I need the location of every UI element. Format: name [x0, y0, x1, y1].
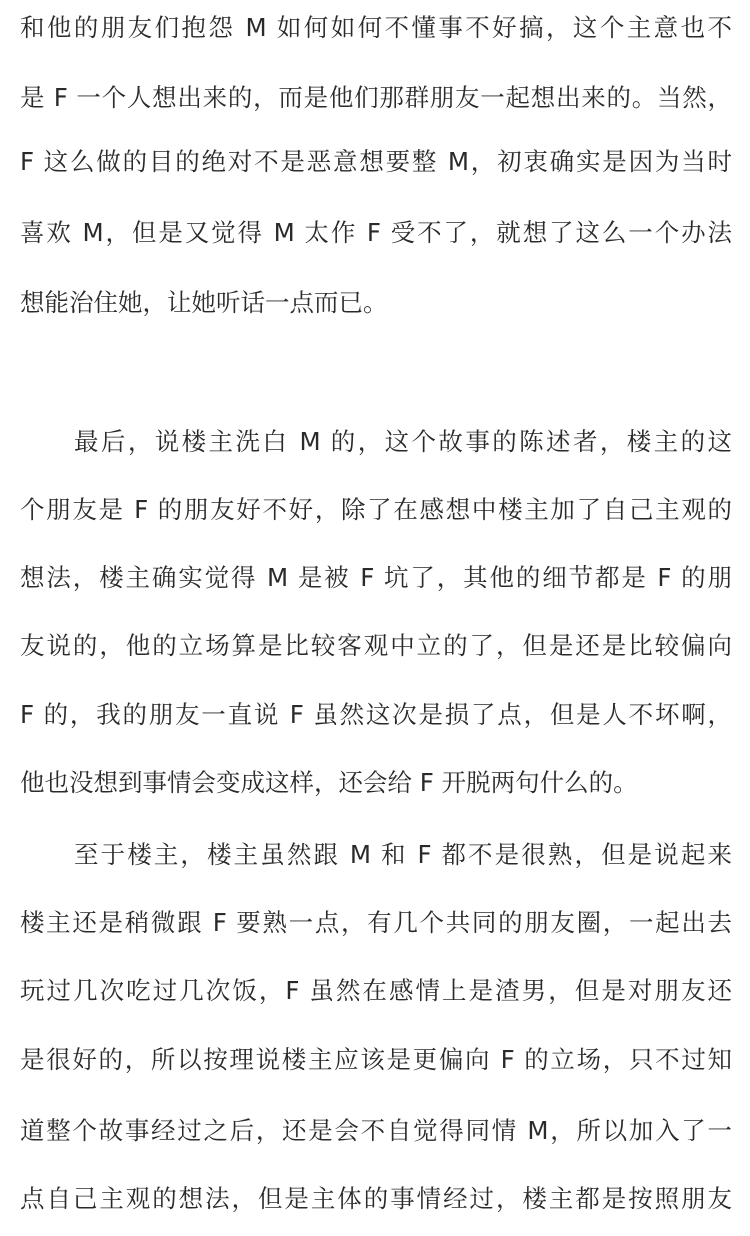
text-line-7: 个朋友是 F 的朋友好不好，除了在感想中楼主加了自己主观的: [20, 495, 732, 524]
text-line-15: 是很好的，所以按理说楼主应该是更偏向 F 的立场，只不过知: [20, 1045, 732, 1074]
text-line-17: 点自己主观的想法，但是主体的事情经过，楼主都是按照朋友: [20, 1184, 732, 1213]
text-line-3: F 这么做的目的绝对不是恶意想要整 M，初衷确实是因为当时: [20, 147, 732, 176]
text-line-8: 想法，楼主确实觉得 M 是被 F 坑了，其他的细节都是 F 的朋: [20, 563, 732, 592]
text-line-13: 楼主还是稍微跟 F 要熟一点，有几个共同的朋友圈，一起出去: [20, 908, 732, 937]
text-line-11: 他也没想到事情会变成这样，还会给 F 开脱两句什么的。: [20, 768, 638, 797]
text-line-5: 想能治住她，让她听话一点而已。: [20, 288, 388, 317]
text-line-12: 至于楼主，楼主虽然跟 M 和 F 都不是很熟，但是说起来: [74, 840, 732, 869]
text-line-4: 喜欢 M，但是又觉得 M 太作 F 受不了，就想了这么一个办法: [20, 218, 732, 247]
text-line-2: 是 F 一个人想出来的，而是他们那群朋友一起想出来的。当然，: [20, 83, 732, 112]
text-line-6: 最后，说楼主洗白 M 的，这个故事的陈述者，楼主的这: [74, 427, 732, 456]
text-line-16: 道整个故事经过之后，还是会不自觉得同情 M，所以加入了一: [20, 1116, 732, 1145]
text-line-14: 玩过几次吃过几次饭，F 虽然在感情上是渣男，但是对朋友还: [20, 976, 732, 1005]
text-line-1: 和他的朋友们抱怨 M 如何如何不懂事不好搞，这个主意也不: [20, 13, 732, 42]
text-line-10: F 的，我的朋友一直说 F 虽然这次是损了点，但是人不坏啊，: [20, 700, 732, 729]
text-line-9: 友说的，他的立场算是比较客观中立的了，但是还是比较偏向: [20, 631, 732, 660]
